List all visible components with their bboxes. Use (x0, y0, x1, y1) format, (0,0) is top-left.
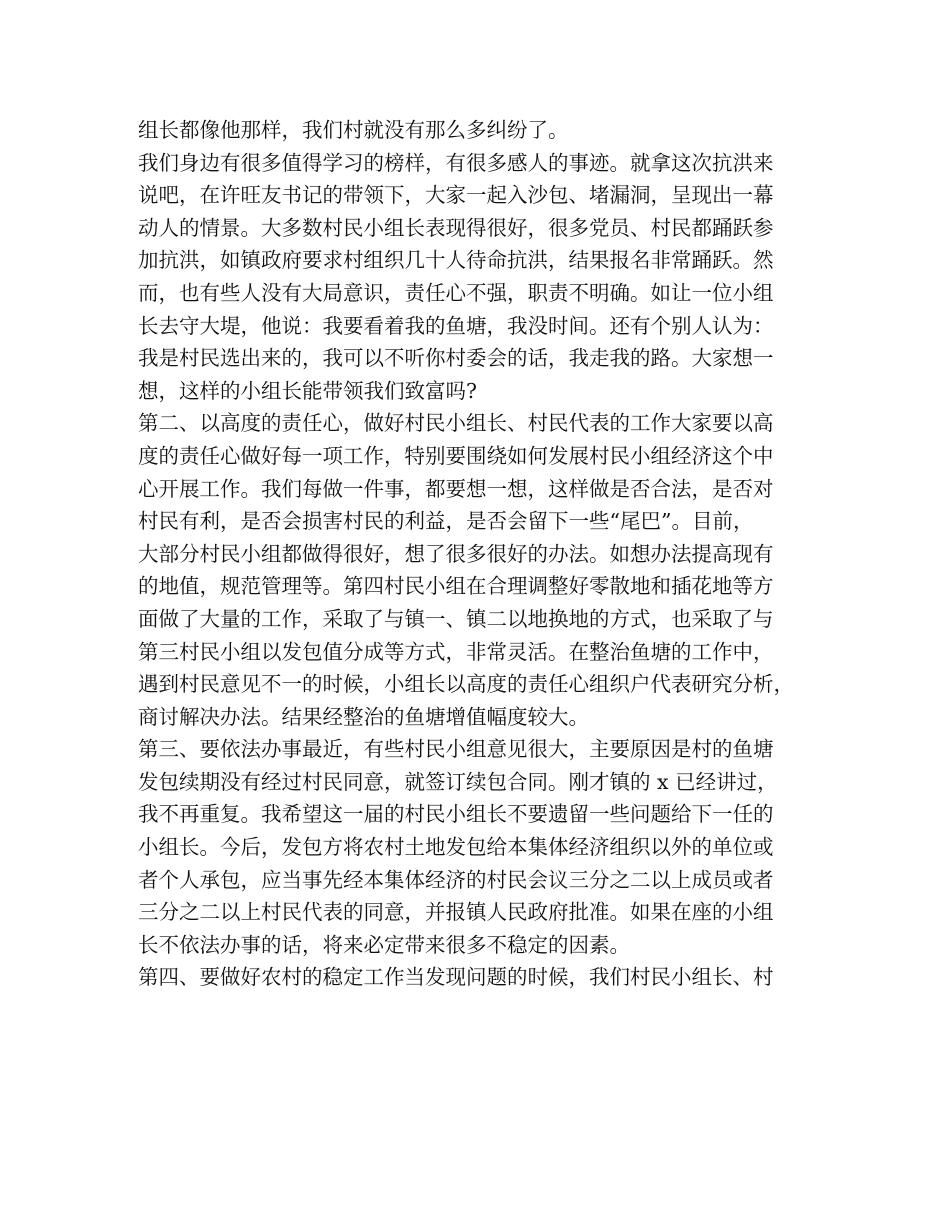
text-line: 小组长。今后，发包方将农村土地发包给本集体经济组织以外的单位或 (138, 835, 774, 860)
text-line: 第三村民小组以发包值分成等方式，非常灵活。在整治鱼塘的工作中， (138, 639, 774, 664)
text-line: 第二、以高度的责任心，做好村民小组长、村民代表的工作大家要以高 (138, 411, 774, 436)
text-line: 发包续期没有经过村民同意，就签订续包合同。刚才镇的 x 已经讲过， (138, 769, 778, 794)
text-line: 大部分村民小组都做得很好，想了很多很好的办法。如想办法提高现有 (138, 541, 774, 566)
text-line: 度的责任心做好每一项工作，特别要围绕如何发展村民小组经济这个中 (138, 443, 774, 468)
text-line: 我们身边有很多值得学习的榜样，有很多感人的事迹。就拿这次抗洪来 (138, 150, 774, 175)
text-line: 第三、要依法办事最近，有些村民小组意见很大，主要原因是村的鱼塘 (138, 737, 774, 762)
text-line: 动人的情景。大多数村民小组长表现得很好，很多党员、村民都踊跃参 (138, 215, 774, 240)
text-line: 商讨解决办法。结果经整治的鱼塘增值幅度较大。 (138, 704, 589, 729)
text-line: 而，也有些人没有大局意识，责任心不强，职责不明确。如让一位小组 (138, 280, 774, 305)
text-line: 第四、要做好农村的稳定工作当发现问题的时候，我们村民小组长、村 (138, 965, 774, 990)
text-line: 心开展工作。我们每做一件事，都要想一想，这样做是否合法，是否对 (138, 476, 774, 501)
text-line: 三分之二以上村民代表的同意，并报镇人民政府批准。如果在座的小组 (138, 900, 774, 925)
text-line: 长去守大堤，他说：我要看着我的鱼塘，我没时间。还有个别人认为： (138, 313, 774, 338)
text-line: 面做了大量的工作，采取了与镇一、镇二以地换地的方式，也采取了与 (138, 606, 774, 631)
text-line: 组长都像他那样，我们村就没有那么多纠纷了。 (138, 118, 569, 142)
text-line: 长不依法办事的话，将来必定带来很多不稳定的因素。 (138, 932, 630, 957)
text-line: 的地值，规范管理等。第四村民小组在合理调整好零散地和插花地等方 (138, 574, 774, 599)
text-line: 遇到村民意见不一的时候，小组长以高度的责任心组织户代表研究分析， (138, 672, 794, 697)
text-line: 想，这样的小组长能带领我们致富吗? (138, 378, 477, 403)
text-line: 村民有利，是否会损害村民的利益，是否会留下一些“尾巴”。目前， (138, 509, 754, 534)
text-line: 加抗洪，如镇政府要求村组织几十人待命抗洪，结果报名非常踊跃。然 (138, 248, 774, 273)
text-line: 我是村民选出来的，我可以不听你村委会的话，我走我的路。大家想一 (138, 346, 774, 371)
document-body (138, 114, 838, 994)
text-line: 者个人承包，应当事先经本集体经济的村民会议三分之二以上成员或者 (138, 867, 774, 892)
text-line: 说吧，在许旺友书记的带领下，大家一起入沙包、堵漏洞，呈现出一幕 (138, 183, 774, 208)
text-line: 我不再重复。我希望这一届的村民小组长不要遗留一些问题给下一任的 (138, 802, 774, 827)
